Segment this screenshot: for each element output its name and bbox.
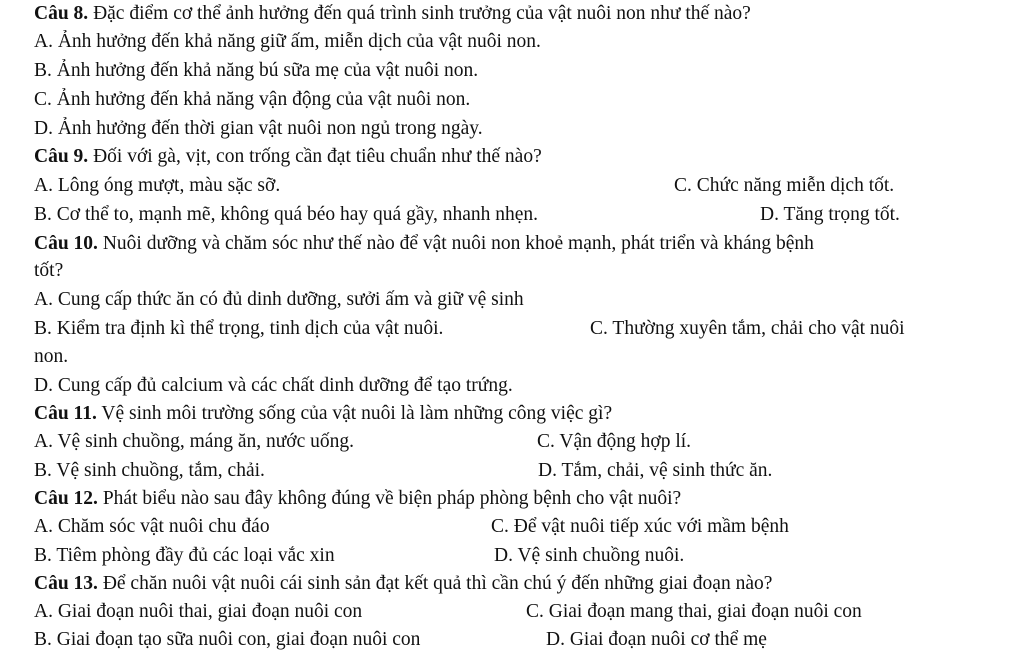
question-11-option-d: D. Tắm, chải, vệ sinh thức ăn. <box>538 460 773 481</box>
question-10-option-a: A. Cung cấp thức ăn có đủ dinh dưỡng, sưởi ấm và giữ vệ sinh <box>34 289 524 310</box>
question-11-option-b: B. Vệ sinh chuồng, tắm, chải. <box>34 460 265 481</box>
question-13-option-d: D. Giai đoạn nuôi cơ thể mẹ <box>546 629 767 650</box>
question-10-option-d: D. Cung cấp đủ calcium và các chất dinh dưỡng để tạo trứng. <box>34 375 513 396</box>
question-12-option-a: A. Chăm sóc vật nuôi chu đáo <box>34 516 270 537</box>
question-13-option-a: A. Giai đoạn nuôi thai, giai đoạn nuôi con <box>34 601 363 622</box>
question-12-option-b: B. Tiêm phòng đầy đủ các loại vắc xin <box>34 545 335 566</box>
question-12-text: Phát biểu nào sau đây không đúng về biện pháp phòng bệnh cho vật nuôi? <box>97 488 682 509</box>
question-10-option-b: B. Kiểm tra định kì thể trọng, tinh dịch của vật nuôi. <box>34 318 444 339</box>
question-13 <box>34 572 772 596</box>
question-10-option-c: C. Thường xuyên tắm, chải cho vật nuôi <box>590 318 905 339</box>
question-11-option-a: A. Vệ sinh chuồng, máng ăn, nước uống. <box>34 431 355 452</box>
question-12-option-d: D. Vệ sinh chuồng nuôi. <box>494 545 685 566</box>
question-9 <box>34 145 542 169</box>
question-13-number: Câu 13. <box>34 573 98 594</box>
question-8-option-d: D. Ảnh hưởng đến thời gian vật nuôi non ngủ trong ngày. <box>34 118 483 139</box>
question-8-text: Đặc điểm cơ thể ảnh hưởng đến quá trình sinh trưởng của vật nuôi non như thế nào? <box>88 3 751 24</box>
question-8-option-a: A. Ảnh hưởng đến khả năng giữ ấm, miễn dịch của vật nuôi non. <box>34 31 541 52</box>
question-13-text: Để chăn nuôi vật nuôi cái sinh sản đạt kết quả thì cần chú ý đến những giai đoạn nào? <box>97 573 773 594</box>
question-9-option-a: A. Lông óng mượt, màu sặc sỡ. <box>34 175 281 196</box>
question-13-option-c: C. Giai đoạn mang thai, giai đoạn nuôi con <box>526 601 862 622</box>
question-10-option-c-continued: non. <box>34 346 69 367</box>
question-11-number: Câu 11. <box>34 403 97 424</box>
question-11 <box>34 402 612 426</box>
question-9-number: Câu 9. <box>34 146 89 167</box>
question-12 <box>34 487 681 511</box>
question-8-number: Câu 8. <box>34 3 89 24</box>
question-9-option-c: C. Chức năng miễn dịch tốt. <box>674 175 895 196</box>
question-9-option-d: D. Tăng trọng tốt. <box>760 204 900 225</box>
question-8-option-b: B. Ảnh hưởng đến khả năng bú sữa mẹ của vật nuôi non. <box>34 60 479 81</box>
question-13-option-b: B. Giai đoạn tạo sữa nuôi con, giai đoạn nuôi con <box>34 629 421 650</box>
question-8-option-c: C. Ảnh hưởng đến khả năng vận động của vật nuôi non. <box>34 89 471 110</box>
question-8 <box>34 2 751 26</box>
question-11-text: Vệ sinh môi trường sống của vật nuôi là làm những công việc gì? <box>96 403 613 424</box>
question-9-option-b: B. Cơ thể to, mạnh mẽ, không quá béo hay quá gầy, nhanh nhẹn. <box>34 204 539 225</box>
question-10-number: Câu 10. <box>34 233 98 254</box>
question-12-number: Câu 12. <box>34 488 98 509</box>
question-12-option-c: C. Để vật nuôi tiếp xúc với mầm bệnh <box>491 516 789 537</box>
question-10-text: Nuôi dưỡng và chăm sóc như thế nào để vật nuôi non khoẻ mạnh, phát triển và kháng bệnh <box>97 233 814 254</box>
question-10-text-continued: tốt? <box>34 260 64 281</box>
question-11-option-c: C. Vận động hợp lí. <box>537 431 692 452</box>
question-10 <box>34 232 814 256</box>
question-9-text: Đối với gà, vịt, con trống cần đạt tiêu chuẩn như thế nào? <box>88 146 542 167</box>
